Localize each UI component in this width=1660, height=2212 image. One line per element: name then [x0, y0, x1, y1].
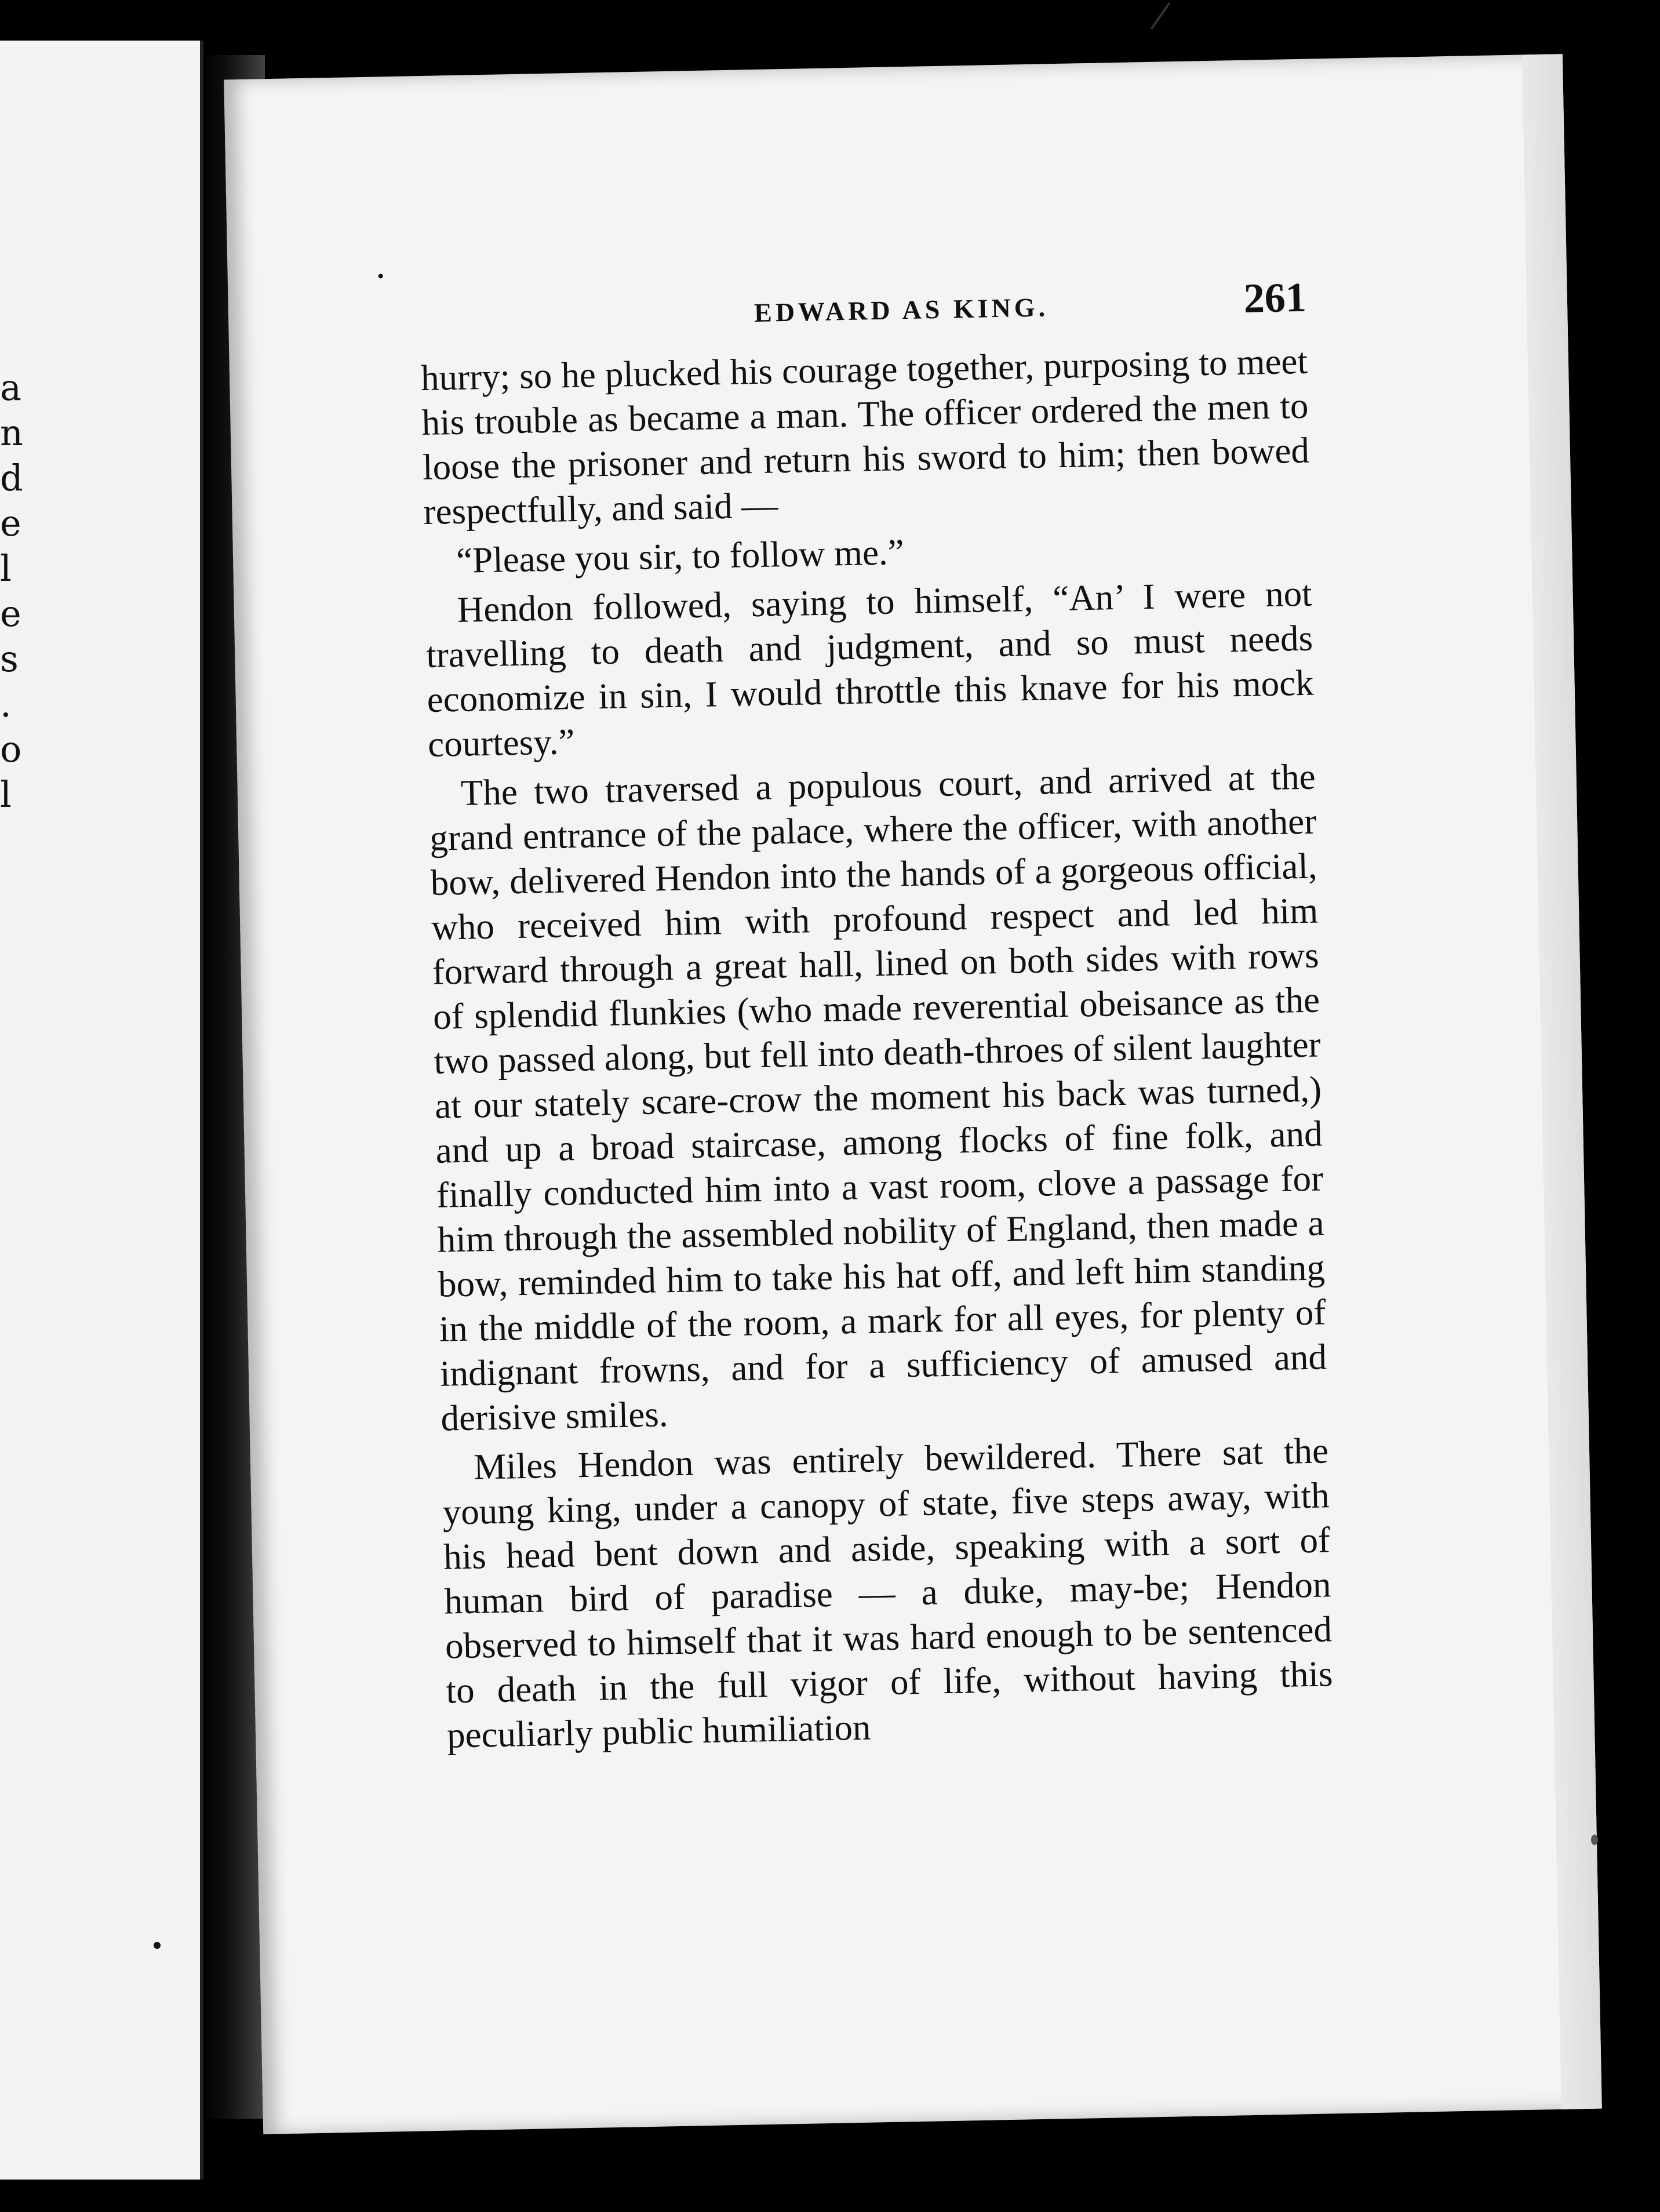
paragraph: Miles Hendon was entirely bewildered. There sat the young king, under a canopy of state, five steps away, with his head bent down and aside, speaking with a sort of human bird of paradise — a duke, may-be; Hendon observed to himself that it was hard enough to be sentenced to death in the full vigor of life, without having this peculiarly public humiliation [442, 1430, 1333, 1756]
fragment-line: n [0, 412, 23, 454]
fragment-line: d [0, 457, 23, 499]
page-edge [1522, 54, 1602, 2109]
page-number: 261 [1243, 274, 1307, 322]
paragraph: “Please you sir, to follow me.” [456, 532, 905, 581]
fragment-line: e [0, 502, 21, 544]
running-title: EDWARD AS KING. [753, 292, 1049, 328]
fragment-line: o [0, 728, 22, 770]
fragment-line: l [0, 773, 12, 816]
fragment-line: s [0, 638, 19, 680]
fragment-line: . [0, 683, 12, 725]
previous-page-edge [0, 41, 203, 2180]
ink-speck [378, 274, 383, 278]
book-page [224, 54, 1602, 2134]
previous-page-text-fragments [0, 365, 35, 817]
running-head [419, 274, 1306, 339]
fragment-line: a [0, 366, 21, 409]
body-text [420, 339, 1334, 1758]
fragment-line: e [0, 592, 21, 635]
ink-speck [154, 1942, 161, 1949]
paragraph: The two traversed a populous court, and arrived at the grand entrance of the palace, where the officer, with another bow, delivered Hendon into the hands of a gorgeous official, who received him with profound respect and led him forward through a great hall, lined on both sides with rows of splendid flunkies (who made reverential obeisance as the two passed along, but fell into death-throes of silent laughter at our stately scare-crow the moment his back was turned,) and up a broad staircase, among flocks of fine folk, and finally conducted him into a vast room, clove a passage for him through the assembled nobility of England, then made a bow, reminded him to take his hat off, and left him standing in the middle of the room, a mark for all eyes, for plenty of indignant frowns, and for a sufficiency of amused and derisive smiles. [429, 756, 1327, 1439]
ink-speck [1591, 1835, 1598, 1845]
paragraph: Hendon followed, saying to himself, “An’ I were not travelling to death and judgment, and so must needs economize in sin, I would throttle this knave for his mock courtesy.” [425, 573, 1315, 765]
paragraph: hurry; so he plucked his courage together, purposing to meet his trouble as became a man. The officer ordered the men to loose the prisoner and return his sword to him; then bowed respectfully, and said — [420, 340, 1310, 533]
scan-mark [1151, 2, 1171, 30]
fragment-line: l [0, 547, 12, 590]
text-block [419, 274, 1334, 1763]
